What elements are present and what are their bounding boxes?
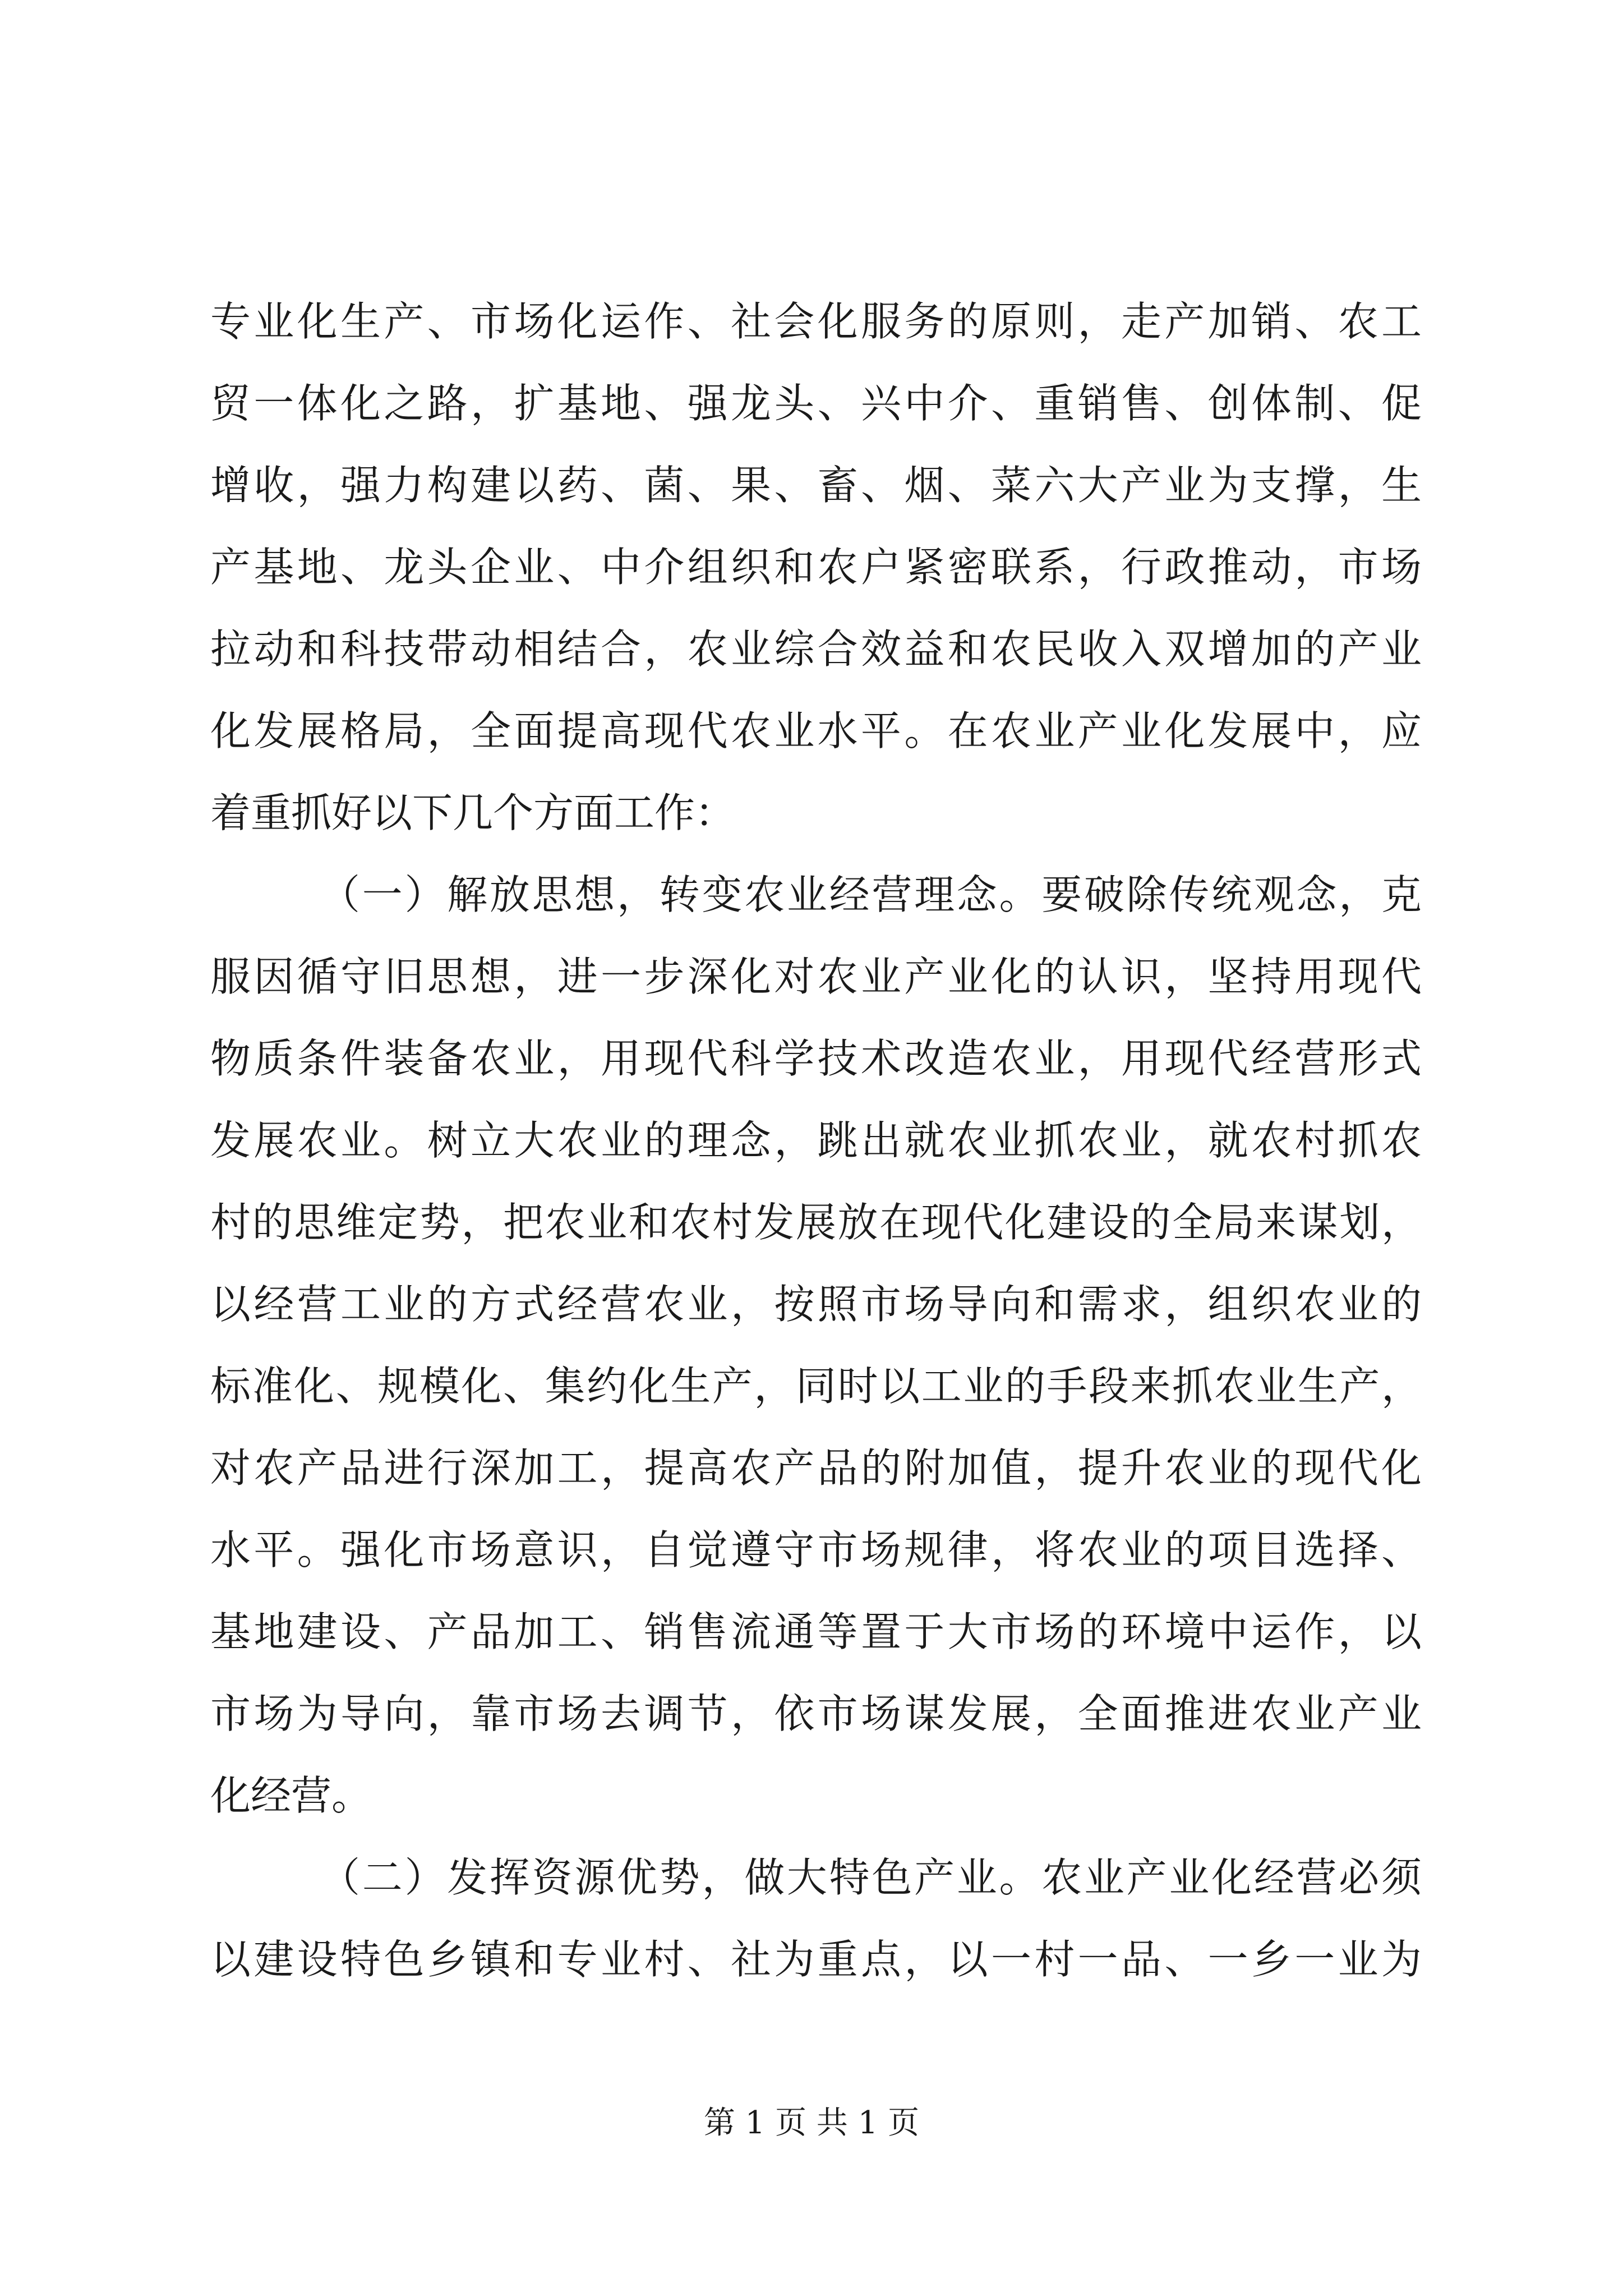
text-line: 基地建设、产品加工、销售流通等置于大市场的环境中运作，以 xyxy=(210,1608,1422,1655)
text-line: 标准化、规模化、集约化生产，同时以工业的手段来抓农业生产， xyxy=(210,1363,1422,1410)
text-line: 化发展格局，全面提高现代农业水平。在农业产业化发展中，应 xyxy=(210,707,1422,754)
text-line: 市场为导向，靠市场去调节，依市场谋发展，全面推进农业产业 xyxy=(210,1690,1422,1737)
text-line: 专业化生产、市场化运作、社会化服务的原则，走产加销、农工 xyxy=(210,298,1422,345)
text-line: 产基地、龙头企业、中介组织和农户紧密联系，行政推动，市场 xyxy=(210,544,1422,591)
paragraph xyxy=(210,1837,1422,2000)
text-line: 以建设特色乡镇和专业村、社为重点，以一村一品、一乡一业为 xyxy=(210,1936,1422,1983)
text-line: 服因循守旧思想，进一步深化对农业产业化的认识，坚持用现代 xyxy=(210,953,1422,1000)
text-line: 对农产品进行深加工，提高农产品的附加值，提升农业的现代化 xyxy=(210,1444,1422,1492)
text-line: 贸一体化之路，扩基地、强龙头、兴中介、重销售、创体制、促 xyxy=(210,380,1422,427)
text-line: 物质条件装备农业，用现代科学技术改造农业，用现代经营形式 xyxy=(210,1035,1422,1082)
paragraph xyxy=(210,854,1422,1837)
text-line: 以经营工业的方式经营农业，按照市场导向和需求，组织农业的 xyxy=(210,1281,1422,1328)
text-line: 着重抓好以下几个方面工作： xyxy=(210,789,736,836)
text-line: 发展农业。树立大农业的理念，跳出就农业抓农业，就农村抓农 xyxy=(210,1117,1422,1164)
document-body xyxy=(210,280,1422,2000)
page-number-label: 第 1 页 共 1 页 xyxy=(703,2105,920,2141)
text-line: （二）发挥资源优势，做大特色产业。农业产业化经营必须 xyxy=(320,1854,1422,1901)
text-line: 村的思维定势，把农业和农村发展放在现代化建设的全局来谋划， xyxy=(210,1199,1422,1246)
text-line: 拉动和科技带动相结合，农业综合效益和农民收入双增加的产业 xyxy=(210,625,1422,673)
page-footer xyxy=(0,2101,1623,2146)
text-line: 水平。强化市场意识，自觉遵守市场规律，将农业的项目选择、 xyxy=(210,1526,1422,1573)
text-line: 增收，强力构建以药、菌、果、畜、烟、菜六大产业为支撑，生 xyxy=(210,462,1422,509)
text-line: 化经营。 xyxy=(210,1772,372,1819)
paragraph xyxy=(210,280,1422,854)
text-line: （一）解放思想，转变农业经营理念。要破除传统观念，克 xyxy=(320,871,1422,918)
